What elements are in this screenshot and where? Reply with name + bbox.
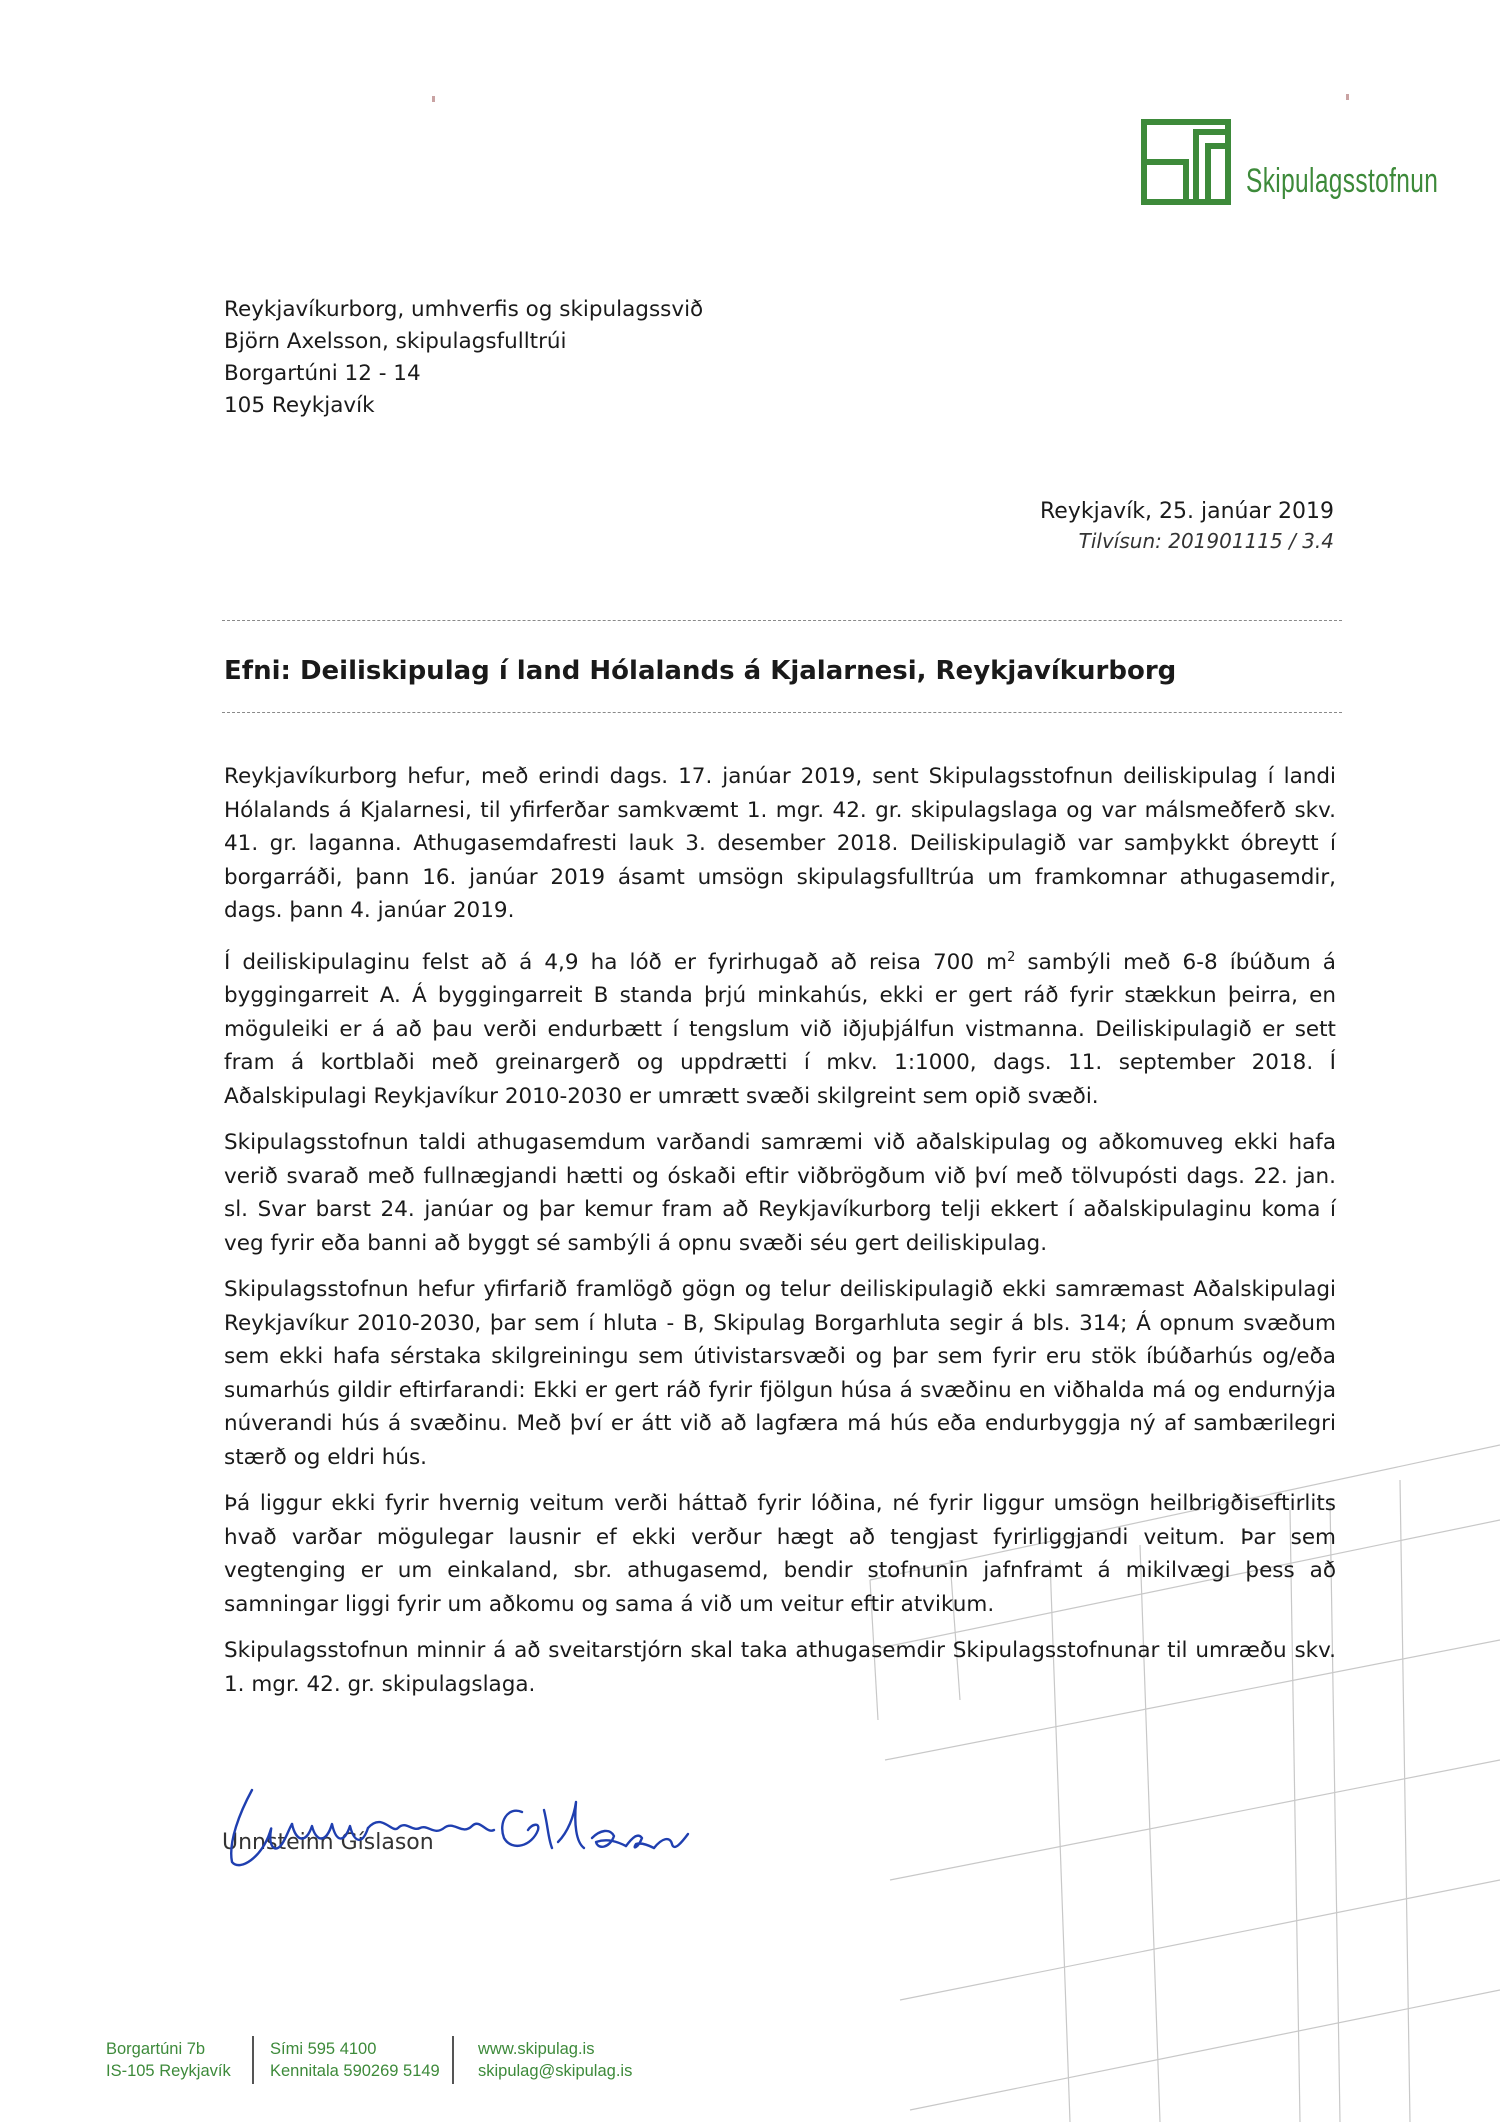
reference-number: Tilvísun: 201901115 / 3.4 xyxy=(1078,529,1334,553)
recipient-line: Björn Axelsson, skipulagsfulltrúi xyxy=(224,329,567,354)
superscript: 2 xyxy=(1007,949,1016,965)
scan-speck xyxy=(432,96,435,102)
signatory-name: Unnsteinn Gíslason xyxy=(222,1830,434,1855)
body-paragraph: Skipulagsstofnun minnir á að sveitarstjórn skal taka athugasemdir Skipulagsstofnunar til umræðu skv. 1. mgr. 42. gr. skipulagslaga. xyxy=(224,1638,1336,1697)
subject-rule-top xyxy=(222,620,1342,621)
footer-line: Borgartúni 7b xyxy=(106,2040,206,2058)
footer-divider xyxy=(252,2036,254,2084)
letter-date: Reykjavík, 25. janúar 2019 xyxy=(1039,499,1334,524)
body-paragraph: Skipulagsstofnun hefur yfirfarið framlögð gögn og telur deiliskipulagið ekki samræmast Aðalskipulagi Reykjavíkur 2010-2030, þar sem í hluta - B, Skipulag Borgarhluta segir á bls. 314; Á opnum svæðum sem ekki hafa sérstaka skilgreiningu sem útivistarsvæði og þar sem fyrir eru stök íbúðarhús og/eða sumarhús gildir eftirfarandi: Ekki er gert ráð fyrir fjölgun húsa á svæðinu en viðhalda má og endurnýja núverandi hús á svæðinu. Með því er átt við að lagfæra má hús eða endurbyggja ný af sambærilegri stærð og eldri hús. xyxy=(224,1277,1336,1470)
footer-line: IS-105 Reykjavík xyxy=(106,2062,231,2080)
signature-block xyxy=(222,1772,742,1882)
logo-icon xyxy=(1140,118,1240,210)
body-paragraph: Reykjavíkurborg hefur, með erindi dags. 17. janúar 2019, sent Skipulagsstofnun deiliskipulag í landi Hólalands á Kjalarnesi, til yfirferðar samkvæmt 1. mgr. 42. gr. skipulagslaga og var málsmeðferð skv. 41. gr. laganna. Athugasemdafresti lauk 3. desember 2018. Deiliskipulagið var samþykkt óbreytt í borgarráði, þann 16. janúar 2019 ásamt umsögn skipulagsfulltrúa um framkomnar athugasemdir, dags. þann 4. janúar 2019. xyxy=(224,764,1336,923)
subject-line: Efni: Deiliskipulag í land Hólalands á Kjalarnesi, Reykjavíkurborg xyxy=(224,656,1177,686)
paragraph-text: sambýli með 6-8 íbúðum á byggingarreit A. Á byggingarreit B standa þrjú minkahús, ekki er gert ráð fyrir stækkun þeirra, en möguleiki er á að þau verði endurbætt í tengslum við iðjuþjálfun vistmanna. Deiliskipulagið er sett fram á kortblaði með greinargerð og uppdrætti í mkv. 1:1000, dags. 11. september 2018. Í Aðalskipulagi Reykjavíkur 2010-2030 er umrætt svæði skilgreint sem opið svæði. xyxy=(224,949,1336,1109)
brand-logo xyxy=(1140,118,1439,210)
footer-web xyxy=(478,2038,632,2082)
footer-line: Sími 595 4100 xyxy=(270,2040,377,2058)
date-block xyxy=(1040,496,1334,554)
footer-line: Kennitala 590269 5149 xyxy=(270,2062,440,2080)
subject-rule-bottom xyxy=(222,712,1342,713)
footer-divider xyxy=(452,2036,454,2084)
brand-name: Skipulagsstofnun xyxy=(1246,162,1439,200)
body-paragraph xyxy=(224,941,1336,1114)
body-paragraph: Þá liggur ekki fyrir hvernig veitum verði háttað fyrir lóðina, né fyrir liggur umsögn heilbrigðiseftirlits hvað varðar mögulegar lausnir ef ekki verður hægt að tengjast fyrirliggjandi veitum. Þar sem vegtenging er um einkaland, sbr. athugasemd, bendir stofnunin jafnframt á mikilvægi þess að samningar liggi fyrir um aðkomu og sama á við um veitur eftir atvikum. xyxy=(224,1491,1336,1617)
recipient-line: 105 Reykjavík xyxy=(224,393,375,418)
footer-email-link[interactable]: skipulag@skipulag.is xyxy=(478,2062,633,2080)
scan-speck xyxy=(1346,94,1349,100)
footer-address xyxy=(106,2038,231,2082)
letter-body xyxy=(224,760,1336,1714)
body-paragraph: Skipulagsstofnun taldi athugasemdum varðandi samræmi við aðalskipulag og aðkomuveg ekki hafa verið svarað með fullnægjandi hætti og óskaði eftir viðbrögðum við því með tölvupósti dags. 22. jan. sl. Svar barst 24. janúar og þar kemur fram að Reykjavíkurborg telji ekkert í aðalskipulaginu koma í veg fyrir eða banni að byggt sé sambýli á opnu svæði séu gert deiliskipulag. xyxy=(224,1130,1336,1256)
footer-website-link[interactable]: www.skipulag.is xyxy=(478,2040,595,2058)
recipient-line: Reykjavíkurborg, umhverfis og skipulagssvið xyxy=(224,297,704,322)
handwritten-signature xyxy=(222,1772,742,1882)
recipient-address xyxy=(224,294,703,422)
paragraph-text: Í deiliskipulaginu felst að á 4,9 ha lóð er fyrirhugað að reisa 700 m xyxy=(224,949,1008,975)
footer-phone xyxy=(270,2038,440,2082)
recipient-line: Borgartúni 12 - 14 xyxy=(224,361,421,386)
